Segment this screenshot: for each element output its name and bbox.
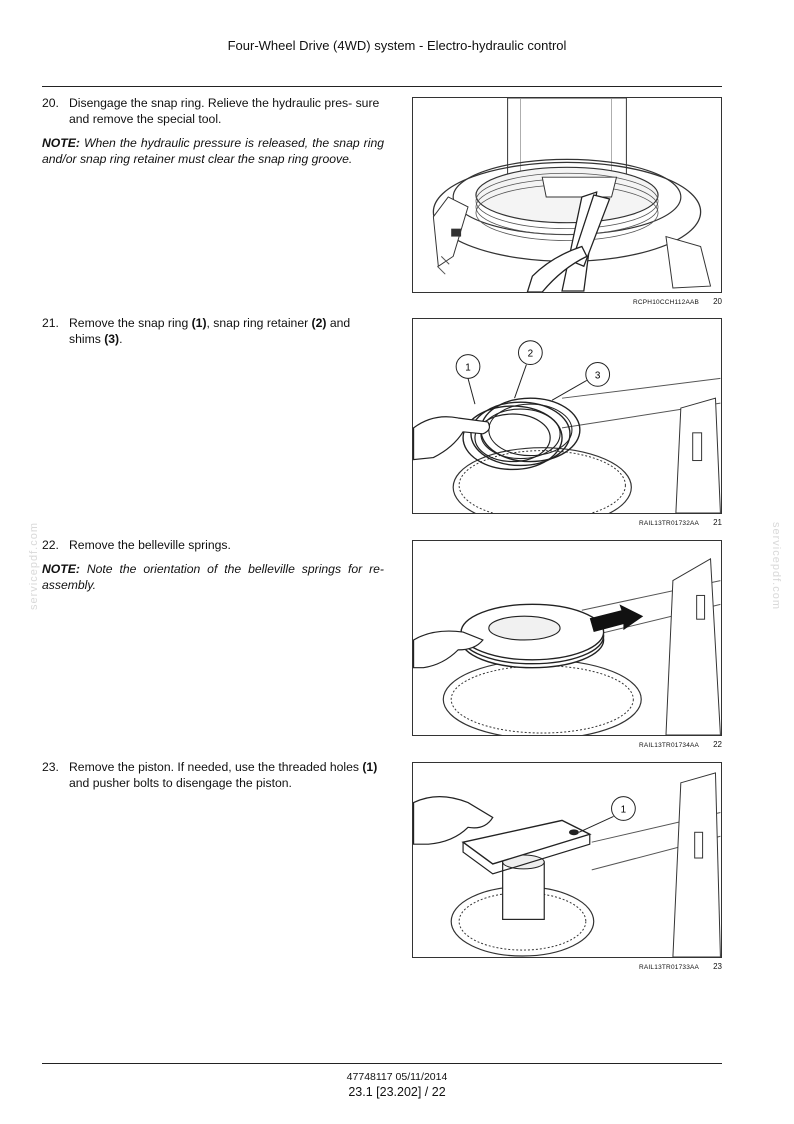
figure-20-snap-ring-pliers [412, 97, 722, 293]
step-number: 21. [42, 316, 59, 330]
figure-21-caption [412, 518, 722, 527]
figure-number: 21 [713, 518, 722, 527]
step-22-note [42, 562, 384, 593]
figure-22-illustration [413, 541, 721, 735]
figure-22-belleville-springs [412, 540, 722, 736]
figure-23-piston-removal [412, 762, 722, 958]
figure-20-illustration [413, 98, 721, 292]
step-23 [42, 760, 384, 791]
callout-2: 2 [527, 348, 534, 360]
step-number: 23. [42, 760, 59, 774]
step-number: 20. [42, 96, 59, 110]
step-20-note [42, 136, 384, 167]
page-header-title: Four-Wheel Drive (4WD) system - Electro-hydraulic control [227, 38, 567, 53]
step-text: Disengage the snap ring. Relieve the hydraulic pres- sure and remove the special tool. [69, 96, 380, 126]
figure-number: 22 [713, 740, 722, 749]
figure-code: RAIL13TR01734AA [639, 742, 700, 749]
figure-23-illustration [413, 763, 721, 957]
figure-number: 20 [713, 297, 722, 306]
ref-1: (1) [191, 316, 207, 330]
step-21 [42, 316, 384, 347]
step-text: Remove the piston. If needed, use the threaded holes (1) and pusher bolts to disengage the piston. [69, 760, 378, 790]
footer-document-id: 47748117 05/11/2014 [346, 1071, 448, 1083]
step-text: Remove the belleville springs. [69, 538, 231, 552]
callout-1: 1 [620, 804, 627, 816]
step-22 [42, 538, 384, 554]
ref-3: (3) [104, 331, 120, 346]
figure-code: RAIL13TR01733AA [639, 964, 700, 971]
note-text: Note the orientation of the belleville springs for re- assembly. [42, 562, 384, 592]
note-label: NOTE: [42, 136, 80, 150]
ref-2: (2) [311, 316, 327, 330]
figure-23-caption [412, 962, 722, 971]
watermark-right: servicepdf.com [769, 522, 782, 610]
ref-1: (1) [362, 760, 378, 774]
callout-3: 3 [594, 370, 601, 382]
footer-rule [42, 1063, 722, 1064]
figure-code: RCPH10CCH112AAB [632, 299, 700, 306]
footer-page-number: 23.1 [23.202] / 22 [348, 1085, 446, 1099]
step-number: 22. [42, 538, 59, 552]
figure-22-caption [412, 740, 722, 749]
figure-20-caption [412, 297, 722, 306]
figure-21-illustration [413, 319, 721, 513]
callout-1: 1 [465, 362, 471, 374]
figure-21-snap-ring-shims [412, 318, 722, 514]
note-text: When the hydraulic pressure is released, the snap ring and/or snap ring retainer must clear the snap ring groove. [42, 136, 384, 166]
figure-code: RAIL13TR01732AA [639, 520, 700, 527]
step-20 [42, 96, 384, 127]
header-rule [42, 86, 722, 87]
step-text: Remove the snap ring (1), snap ring retainer (2) and shims (3). [69, 316, 351, 346]
watermark-left: servicepdf.com [27, 522, 40, 610]
note-label: NOTE: [42, 562, 80, 576]
figure-number: 23 [713, 962, 722, 971]
